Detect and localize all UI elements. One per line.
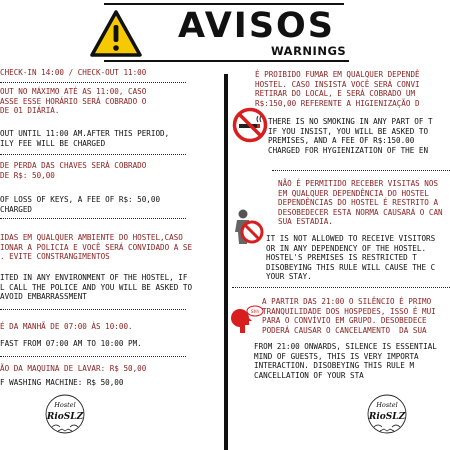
warning-triangle-icon — [89, 9, 143, 59]
hostel-logo — [44, 391, 86, 437]
logo-line1: Hostel — [54, 401, 76, 409]
visitors-en: IT IS NOT ALLOWED TO RECEIVE VISITORS OR IN ANY DEPENDENCY OF THE HOSTEL. HOSTEL'S PREMISES IS RESTRICTED T DISOBEYING THIS RULE WILL CAUSE THE C YOUR STAY. — [266, 234, 436, 282]
separator — [0, 309, 186, 310]
separator — [0, 356, 186, 357]
checkin-times: CHECK-IN 14:00 / CHECK-OUT 11:00 — [0, 68, 147, 77]
smoking-en: THERE IS NO SMOKING IN ANY PART OF T IF YOU INSIST, YOU WILL BE ASKED TO PREMISES, AND A FEE OF R$:150.00 CHARGED FOR HYGIENIZATION OF THE EN — [268, 117, 433, 155]
checkout-en: OUT UNTIL 11:00 AM.AFTER THIS PERIOD, ILY FEE WILL BE CHARGED — [0, 129, 170, 148]
keys-en: OF LOSS OF KEYS, A FEE OF R$: 50,00 CHARGED — [0, 195, 161, 214]
no-visitors-icon — [232, 206, 266, 246]
logo-line2: RioSLZ — [368, 412, 406, 422]
logo-line1: Hostel — [376, 401, 398, 409]
no-smoking-icon — [232, 107, 268, 143]
keys-pt: DE PERDA DAS CHAVES SERÁ COBRADO DE R$: 50,00 — [0, 161, 147, 180]
fights-en: ITED IN ANY ENVIRONMENT OF THE HOSTEL, IF L CALL THE POLICE AND YOU WILL BE ASKED TO AVOID EMBARRASSMENT — [0, 273, 193, 302]
svg-text:Shh: Shh — [250, 310, 260, 315]
header-bottom-rule — [104, 60, 349, 62]
fights-pt: IDAS EM QUALQUER AMBIENTE DO HOSTEL,CASO IONAR A POLICIA E VOCÊ SERÁ CONVIDADO A SE . EVITE CONSTRANGIMENTOS — [0, 233, 193, 262]
page-title: AVISOS — [178, 6, 335, 46]
smoking-pt: É PROIBIDO FUMAR EM QUALQUER DEPENDÊ HOSTEL. CASO INSISTA VOCÊ SERÁ CONVI RETIRAR DO LOCAL, E SERÁ COBRADO UM R$:150,00 REFERENTE A HIGIENIZAÇÃO D — [255, 70, 420, 108]
separator — [272, 170, 450, 171]
silence-en: FROM 21:00 ONWARDS, SILENCE IS ESSENTIAL MIND OF GUESTS, THIS IS VERY IMPORTA INTERACTION. DISOBEYING THIS RULE M CANCELLATION OF YOUR STA — [254, 342, 437, 380]
separator — [0, 218, 186, 219]
hostel-logo — [366, 391, 408, 437]
separator — [0, 82, 186, 83]
breakfast-pt: É DA MANHÃ DE 07:00 ÀS 10:00. — [0, 322, 133, 331]
washer-en: F WASHING MACHINE: R$ 50,00 — [0, 378, 124, 387]
silence-pt: A PARTIR DAS 21:00 O SILÊNCIO É PRIMO TRANQUILIDADE DOS HOSPEDES, ISSO É MUI PARA O CONVÍVIO EM GRUPO. DESOBEDECE PODERÁ CAUSAR O CANCELAMENTO DA SUA — [262, 297, 436, 335]
visitors-pt: NÃO É PERMITIDO RECEBER VISITAS NOS EM QUALQUER DEPENDÊNCIA DO HOSTEL DEPENDÊNCIAS DO HOSTEL É RESTRITO A DESOBEDECER ESTA NORMA CAUSARÁ O CAN SUA ESTADIA. — [278, 179, 443, 227]
column-divider — [224, 74, 228, 450]
silence-icon — [231, 299, 265, 335]
logo-line2: RioSLZ — [46, 412, 84, 422]
washer-pt: ÃO DA MAQUINA DE LAVAR: R$ 50,00 — [0, 364, 147, 373]
separator — [0, 154, 186, 155]
page-subtitle: WARNINGS — [271, 44, 347, 58]
breakfast-en: FAST FROM 07:00 AM TO 10:00 PM. — [0, 339, 142, 348]
checkout-pt: OUT NO MÁXIMO ATÉ AS 11:00, CASO ASSE ESSE HORÁRIO SERÁ COBRADO O DE 01 DIÁRIA. — [0, 87, 147, 116]
separator — [232, 287, 450, 288]
